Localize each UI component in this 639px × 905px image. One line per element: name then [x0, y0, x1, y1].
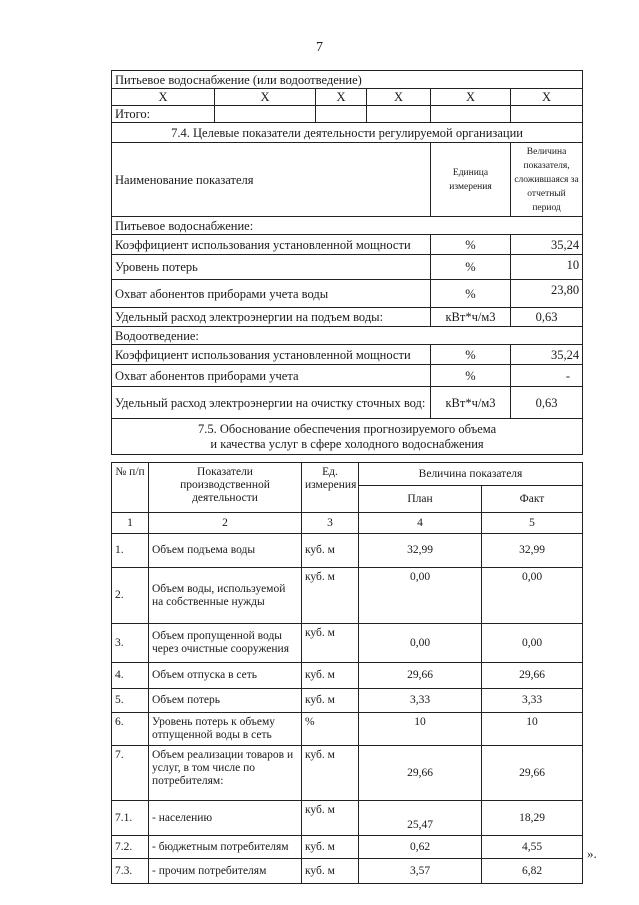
column-number: 4: [359, 513, 482, 534]
indicator-unit: %: [431, 280, 511, 308]
closing-quote-mark: ».: [587, 846, 597, 861]
column-number: 3: [302, 513, 359, 534]
indicator-name: Коэффициент использования установленной мощности: [112, 235, 431, 255]
row-plan: 10: [359, 713, 482, 746]
indicators-header-row: [112, 143, 583, 217]
row-unit: %: [302, 713, 359, 746]
section-7-4-title: 7.4. Целевые показатели деятельности регулируемой организации: [112, 123, 583, 143]
table-row: [112, 308, 583, 327]
page-number: 7: [316, 40, 323, 55]
row-indicator: - прочим потребителям: [149, 859, 302, 884]
row-fact: 29,66: [482, 663, 583, 689]
table-row: [112, 624, 583, 663]
indicator-value: 10: [511, 255, 583, 280]
row-unit: куб. м: [302, 534, 359, 568]
indicator-value: 23,80: [511, 280, 583, 308]
indicator-unit: %: [431, 365, 511, 387]
row-fact: 4,55: [482, 836, 583, 859]
value-header: Величина показателя, сложившаяся за отчетный период: [511, 143, 583, 217]
row-indicator: Объем отпуска в сеть: [149, 663, 302, 689]
row-number: 7.1.: [112, 801, 149, 836]
indicator-unit: %: [431, 345, 511, 365]
table-row: [112, 365, 583, 387]
indicator-unit: %: [431, 235, 511, 255]
indicator-unit: %: [431, 255, 511, 280]
x-mark: X: [367, 89, 431, 106]
x-marks-row: [112, 89, 583, 106]
indicator-unit: кВт*ч/м3: [431, 387, 511, 419]
indicator-name: Охват абонентов приборами учета: [112, 365, 431, 387]
table-row: [112, 859, 583, 884]
table-row: [112, 836, 583, 859]
indicator-name: Удельный расход электроэнергии на подъем воды:: [112, 308, 431, 327]
row-plan: 0,00: [359, 568, 482, 624]
table-row: [112, 746, 583, 801]
indicator-name: Коэффициент использования установленной мощности: [112, 345, 431, 365]
row-unit: куб. м: [302, 689, 359, 713]
x-mark: X: [431, 89, 511, 106]
table-row: [112, 387, 583, 419]
row-unit: куб. м: [302, 836, 359, 859]
table-row: [112, 280, 583, 308]
row-number: 6.: [112, 713, 149, 746]
table-row: [112, 568, 583, 624]
row-unit: куб. м: [302, 801, 359, 836]
row-plan: 0,00: [359, 624, 482, 663]
table-row: [112, 713, 583, 746]
x-mark: X: [112, 89, 215, 106]
indicator-value: -: [511, 365, 583, 387]
row-indicator: Объем пропущенной воды через очистные сооружения: [149, 624, 302, 663]
table-row: [112, 801, 583, 836]
unit-header: Ед. измерения: [302, 463, 359, 513]
indicator-value: 35,24: [511, 345, 583, 365]
row-indicator: Объем воды, используемой на собственные нужды: [149, 568, 302, 624]
row-unit: куб. м: [302, 746, 359, 801]
section-7-5-title-line1: 7.5. Обоснование обеспечения прогнозируемого объема: [197, 421, 497, 436]
indicator-name: Уровень потерь: [112, 255, 431, 280]
group-water-supply: Питьевое водоснабжение:: [112, 217, 583, 235]
row-fact: 0,00: [482, 568, 583, 624]
x-mark: X: [316, 89, 367, 106]
row-indicator: - бюджетным потребителям: [149, 836, 302, 859]
x-mark: X: [215, 89, 316, 106]
row-number: 7.3.: [112, 859, 149, 884]
row-fact: 0,00: [482, 624, 583, 663]
row-number-header: № п/п: [112, 463, 149, 513]
water-supply-row-label: Питьевое водоснабжение (или водоотведение): [112, 71, 583, 89]
row-number: 7.: [112, 746, 149, 801]
row-indicator: Объем реализации товаров и услуг, в том числе по потребителям:: [149, 746, 302, 801]
row-plan: 3,57: [359, 859, 482, 884]
section-7-5-title-line2: и качества услуг в сфере холодного водоснабжения: [210, 436, 484, 451]
row-indicator: Объем подъема воды: [149, 534, 302, 568]
production-header-row: [112, 463, 583, 486]
indicator-header: Показатели производственной деятельности: [149, 463, 302, 513]
indicator-value: 0,63: [511, 308, 583, 327]
row-number: 2.: [112, 568, 149, 624]
x-mark: X: [511, 89, 583, 106]
table-row: [112, 235, 583, 255]
indicator-value: 0,63: [511, 387, 583, 419]
row-unit: куб. м: [302, 624, 359, 663]
row-fact: 29,66: [482, 746, 583, 801]
row-plan: 32,99: [359, 534, 482, 568]
indicator-value: 35,24: [511, 235, 583, 255]
group-wastewater: Водоотведение:: [112, 327, 583, 345]
indicator-unit: кВт*ч/м3: [431, 308, 511, 327]
total-label: Итого:: [112, 106, 215, 123]
column-number: 1: [112, 513, 149, 534]
column-numbers-row: [112, 513, 583, 534]
indicator-name: Удельный расход электроэнергии на очистку сточных вод:: [112, 387, 431, 419]
section-7-5-title: [112, 419, 583, 455]
row-fact: 3,33: [482, 689, 583, 713]
indicator-name: Охват абонентов приборами учета воды: [112, 280, 431, 308]
row-number: 5.: [112, 689, 149, 713]
row-plan: 3,33: [359, 689, 482, 713]
table-row: [112, 689, 583, 713]
table-row: [112, 345, 583, 365]
row-fact: 10: [482, 713, 583, 746]
row-indicator: Объем потерь: [149, 689, 302, 713]
row-plan: 29,66: [359, 663, 482, 689]
value-header: Величина показателя: [359, 463, 583, 486]
row-plan: 0,62: [359, 836, 482, 859]
row-unit: куб. м: [302, 568, 359, 624]
row-number: 3.: [112, 624, 149, 663]
column-number: 5: [482, 513, 583, 534]
row-unit: куб. м: [302, 859, 359, 884]
indicators-table-block: [111, 70, 583, 455]
row-unit: куб. м: [302, 663, 359, 689]
row-plan: 29,66: [359, 746, 482, 801]
indicator-name-header: Наименование показателя: [112, 143, 431, 217]
row-fact: 32,99: [482, 534, 583, 568]
column-number: 2: [149, 513, 302, 534]
production-table-block: [111, 462, 583, 884]
plan-header: План: [359, 486, 482, 513]
table-row: [112, 255, 583, 280]
row-plan: 25,47: [359, 801, 482, 836]
row-number: 4.: [112, 663, 149, 689]
fact-header: Факт: [482, 486, 583, 513]
row-fact: 6,82: [482, 859, 583, 884]
row-indicator: Уровень потерь к объему отпущенной воды в сеть: [149, 713, 302, 746]
table-row: [112, 534, 583, 568]
unit-header: Единица измерения: [431, 143, 511, 217]
row-number: 1.: [112, 534, 149, 568]
row-indicator: - населению: [149, 801, 302, 836]
row-fact: 18,29: [482, 801, 583, 836]
table-row: [112, 663, 583, 689]
row-number: 7.2.: [112, 836, 149, 859]
